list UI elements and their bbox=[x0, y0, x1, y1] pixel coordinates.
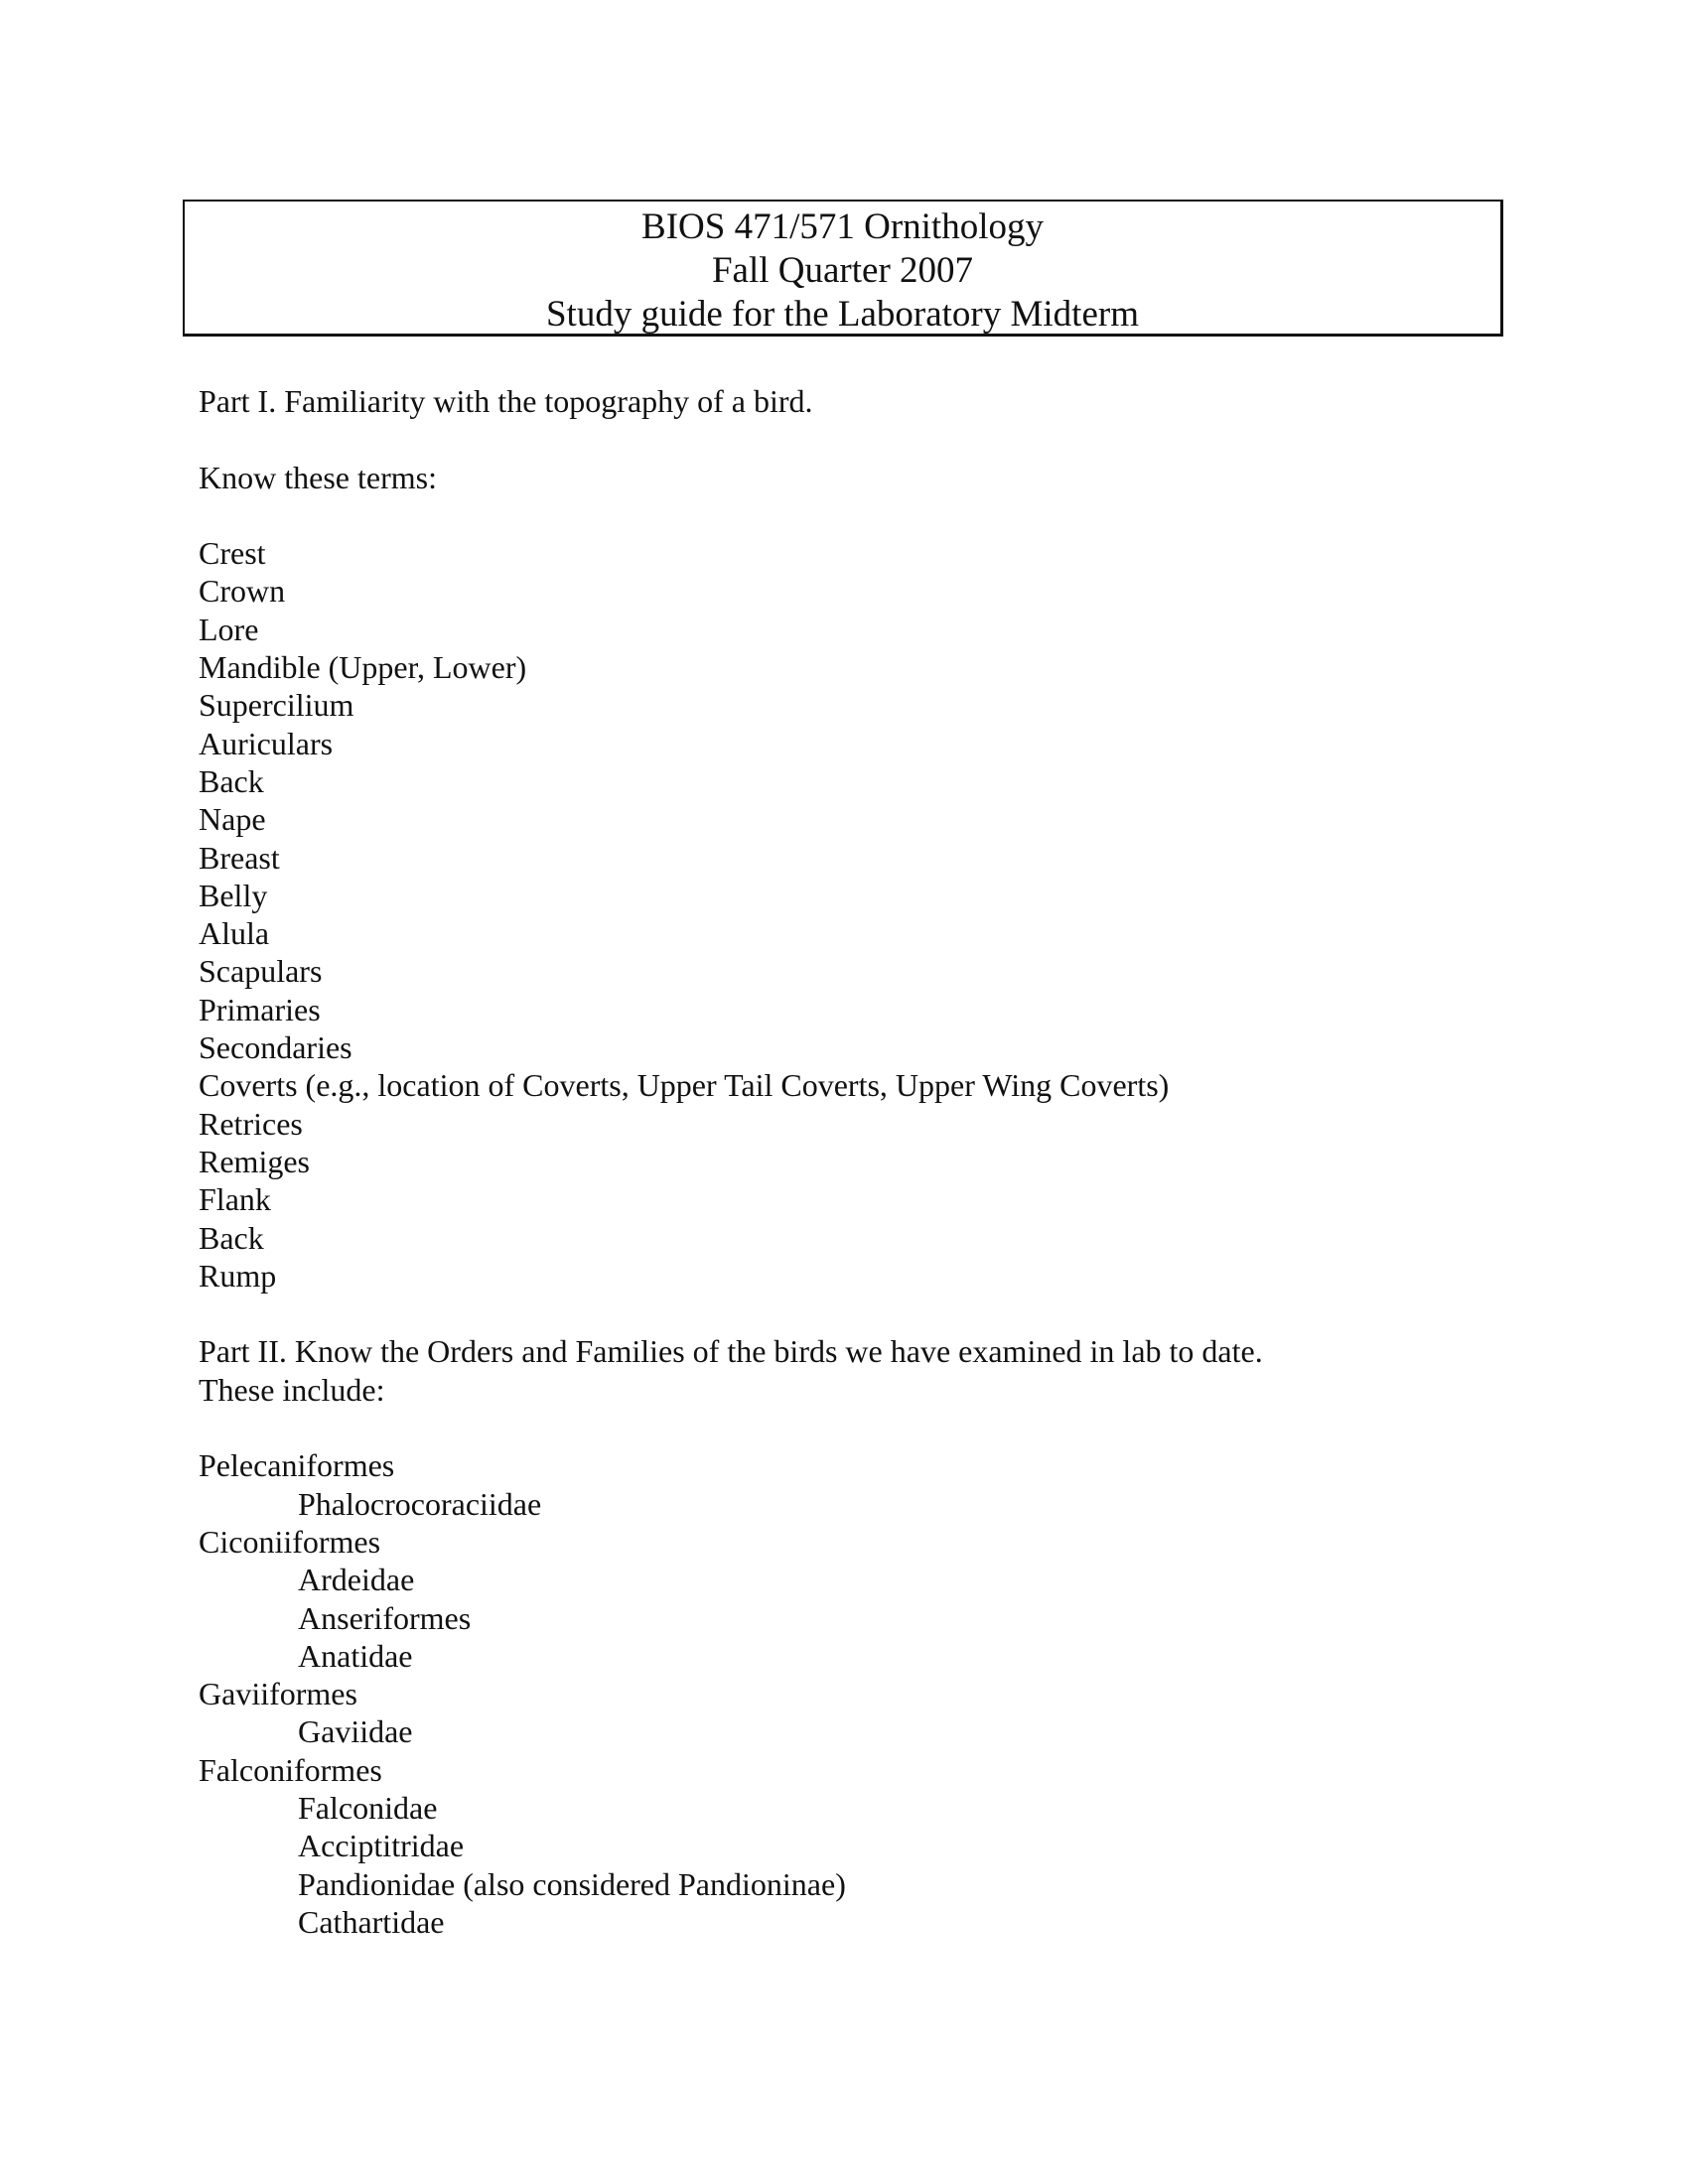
term-item: Nape bbox=[199, 801, 266, 838]
term-item: Auriculars bbox=[199, 725, 334, 761]
term-item: Alula bbox=[199, 915, 270, 952]
term-item: Rump bbox=[199, 1257, 277, 1294]
course-title: BIOS 471/571 Ornithology bbox=[641, 206, 1044, 247]
term-item: Secondaries bbox=[199, 1029, 352, 1066]
term-item: Retrices bbox=[199, 1105, 303, 1142]
family-name: Ardeidae bbox=[298, 1562, 415, 1598]
term-item: Back bbox=[199, 762, 264, 799]
terms-list bbox=[199, 534, 1489, 1295]
order-name: Gaviiformes bbox=[199, 1676, 357, 1712]
part2-heading: Part II. Know the Orders and Families of the birds we have examined in lab to date. bbox=[199, 1333, 1263, 1370]
term-item: Flank bbox=[199, 1181, 271, 1218]
order-name: Pelecaniformes bbox=[199, 1447, 395, 1484]
part1-intro: Know these terms: bbox=[199, 459, 437, 495]
term-item: Remiges bbox=[199, 1143, 310, 1179]
order-name: Falconiformes bbox=[199, 1751, 382, 1788]
family-name: Cathartidae bbox=[298, 1903, 445, 1940]
term-item: Lore bbox=[199, 611, 259, 647]
family-name: Gaviidae bbox=[298, 1713, 413, 1750]
family-name: Phalocrocoraciidae bbox=[298, 1485, 542, 1522]
body-text bbox=[199, 382, 1489, 1941]
part1-heading: Part I. Familiarity with the topography of a bird. bbox=[199, 383, 813, 419]
guide-title: Study guide for the Laboratory Midterm bbox=[545, 294, 1139, 335]
term-item: Crest bbox=[199, 535, 266, 572]
term-item: Primaries bbox=[199, 991, 321, 1027]
family-name: Falconidae bbox=[298, 1789, 438, 1826]
family-name: Anseriformes bbox=[298, 1599, 472, 1636]
term-item: Supercilium bbox=[199, 687, 354, 724]
term-title: Fall Quarter 2007 bbox=[711, 250, 974, 291]
term-item: Breast bbox=[199, 839, 280, 876]
family-name: Anatidae bbox=[298, 1637, 413, 1674]
part2-heading-cont: These include: bbox=[199, 1371, 385, 1408]
orders-list bbox=[199, 1446, 1489, 1941]
term-item: Mandible (Upper, Lower) bbox=[199, 649, 527, 686]
term-item: Crown bbox=[199, 573, 286, 610]
order-name: Ciconiiformes bbox=[199, 1523, 381, 1560]
family-name: Pandionidae (also considered Pandioninae) bbox=[298, 1865, 846, 1902]
term-item: Coverts (e.g., location of Coverts, Upper Tail Coverts, Upper Wing Coverts) bbox=[199, 1067, 1170, 1104]
term-item: Scapulars bbox=[199, 953, 323, 990]
family-name: Acciptitridae bbox=[298, 1828, 465, 1864]
title-box bbox=[183, 200, 1503, 337]
term-item: Back bbox=[199, 1219, 264, 1256]
term-item: Belly bbox=[199, 877, 268, 913]
